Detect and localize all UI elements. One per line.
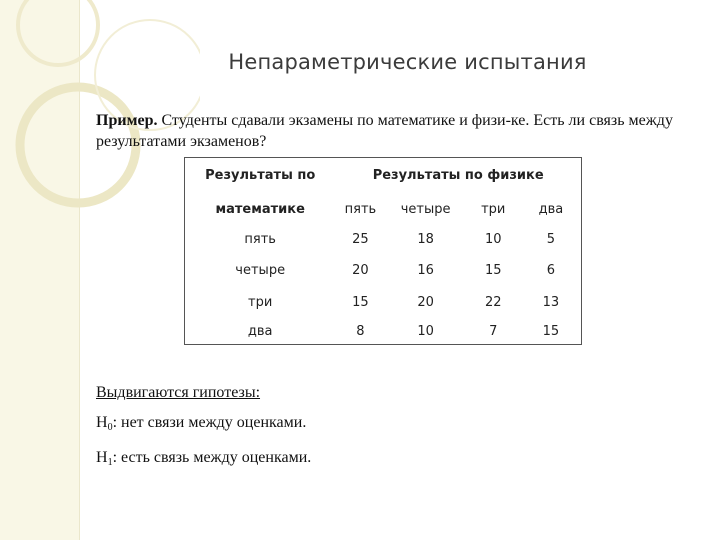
column-header: два bbox=[538, 201, 564, 217]
h0-subscript: 0 bbox=[107, 422, 113, 433]
row-label: пять bbox=[244, 232, 276, 247]
table-cell: 18 bbox=[417, 232, 434, 247]
h1-subscript: 1 bbox=[107, 457, 113, 468]
table-cell: 15 bbox=[484, 263, 502, 278]
row-label: два bbox=[247, 323, 273, 339]
intro-text: Студенты сдавали экзамены по математике и физи-ке. Есть ли связь между результатами экзаменов? bbox=[96, 112, 673, 150]
h0-text: : нет связи между оценками. bbox=[112, 414, 307, 431]
intro-paragraph bbox=[96, 110, 686, 152]
table-cell: 8 bbox=[356, 323, 365, 339]
column-group-header: Результаты по физике bbox=[372, 168, 544, 184]
hypotheses-heading: Выдвигаются гипотезы: bbox=[96, 384, 261, 401]
table-cell: 20 bbox=[352, 263, 369, 278]
row-label: четыре bbox=[235, 263, 286, 278]
table-cell: 13 bbox=[542, 295, 560, 310]
row-header-line1: Результаты по bbox=[205, 168, 316, 184]
column-header: пять bbox=[344, 201, 377, 217]
table-row bbox=[185, 255, 582, 287]
h1-text: : есть связь между оценками. bbox=[112, 449, 312, 466]
table-cell: 22 bbox=[484, 295, 502, 310]
column-header: четыре bbox=[400, 201, 451, 217]
h1-letter: H bbox=[96, 449, 108, 466]
left-decor-strip bbox=[0, 0, 80, 540]
table-cell: 7 bbox=[489, 323, 498, 339]
slide-title: Непараметрические испытания bbox=[228, 50, 587, 74]
table-cell: 20 bbox=[417, 295, 434, 310]
table-row bbox=[185, 287, 582, 319]
table-cell: 6 bbox=[546, 263, 556, 278]
hypothesis-h1 bbox=[96, 443, 311, 478]
table-cell: 25 bbox=[352, 232, 369, 247]
hypotheses-block bbox=[96, 378, 311, 478]
h0-letter: H bbox=[96, 414, 108, 431]
table-row bbox=[185, 319, 582, 345]
table-cell: 10 bbox=[484, 232, 502, 247]
row-label: три bbox=[248, 295, 273, 310]
results-table bbox=[184, 157, 582, 345]
table-cell: 15 bbox=[542, 323, 560, 339]
table-cell: 5 bbox=[546, 232, 556, 247]
table-cell: 16 bbox=[417, 263, 434, 278]
row-header-line2: математике bbox=[215, 201, 305, 217]
hypothesis-h0 bbox=[96, 408, 311, 443]
table-cell: 15 bbox=[352, 295, 369, 310]
table-cell: 10 bbox=[417, 323, 434, 339]
column-header: три bbox=[481, 201, 506, 217]
intro-lead: Пример. bbox=[96, 112, 158, 129]
table-row bbox=[185, 225, 582, 255]
